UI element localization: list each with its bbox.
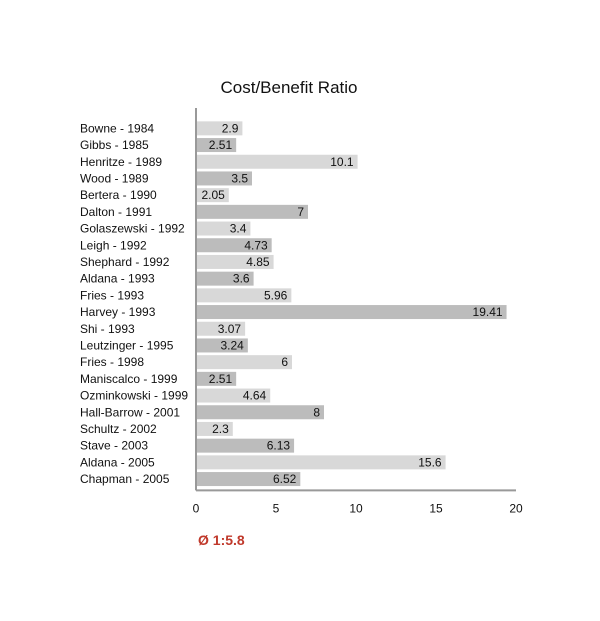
category-label: Leigh - 1992 <box>80 238 147 253</box>
x-tick-label: 0 <box>192 501 200 516</box>
value-label: 8 <box>313 405 320 420</box>
x-tick-labels <box>193 501 523 515</box>
category-label: Maniscalco - 1999 <box>80 371 178 386</box>
value-label: 3.4 <box>229 221 247 236</box>
bar <box>196 355 292 369</box>
category-label: Golaszewski - 1992 <box>80 221 185 236</box>
category-label: Dalton - 1991 <box>80 204 153 219</box>
value-label: 6.52 <box>272 472 297 487</box>
category-labels <box>80 121 188 486</box>
value-label: 3.07 <box>217 321 242 336</box>
x-tick-label: 15 <box>429 501 443 516</box>
x-tick-label: 20 <box>509 501 523 516</box>
value-label: 6.13 <box>266 438 291 453</box>
value-label: 3.5 <box>231 171 248 186</box>
value-label: 4.85 <box>246 254 270 269</box>
category-label: Ozminkowski - 1999 <box>80 388 189 403</box>
category-label: Fries - 1993 <box>80 288 145 303</box>
x-tick-label: 5 <box>272 501 280 516</box>
chart-title: Cost/Benefit Ratio <box>220 78 358 97</box>
category-label: Hall-Barrow - 2001 <box>80 405 181 420</box>
category-label: Aldana - 2005 <box>80 455 155 470</box>
bar <box>196 205 308 219</box>
value-label: 6 <box>281 355 288 370</box>
value-label: 4.73 <box>244 238 268 253</box>
bar <box>196 405 324 419</box>
bar <box>196 305 507 319</box>
value-label: 2.9 <box>221 121 239 136</box>
category-label: Schultz - 2002 <box>80 421 157 436</box>
category-label: Stave - 2003 <box>80 438 149 453</box>
value-label: 3.24 <box>220 338 244 353</box>
value-label: 2.51 <box>208 371 233 386</box>
value-label: 3.6 <box>232 271 250 286</box>
value-label: 5.96 <box>264 288 288 303</box>
category-label: Wood - 1989 <box>80 171 149 186</box>
category-label: Gibbs - 1985 <box>80 138 149 153</box>
value-label: 10.1 <box>330 154 354 169</box>
average-ratio-label: Ø 1:5.8 <box>198 532 245 548</box>
value-label: 2.51 <box>208 138 233 153</box>
value-label: 4.64 <box>242 388 267 403</box>
bar <box>196 455 446 469</box>
category-label: Shi - 1993 <box>80 321 135 336</box>
x-tick-label: 10 <box>349 501 363 516</box>
category-label: Chapman - 2005 <box>80 472 170 487</box>
value-labels <box>201 121 502 486</box>
category-label: Fries - 1998 <box>80 355 145 370</box>
value-label: 7 <box>297 204 304 219</box>
value-label: 2.05 <box>201 188 225 203</box>
value-label: 2.3 <box>212 421 229 436</box>
value-label: 19.41 <box>472 305 503 320</box>
category-label: Aldana - 1993 <box>80 271 155 286</box>
category-label: Bertera - 1990 <box>80 188 157 203</box>
category-label: Leutzinger - 1995 <box>80 338 174 353</box>
category-label: Henritze - 1989 <box>80 154 163 169</box>
category-label: Bowne - 1984 <box>80 121 155 136</box>
value-label: 15.6 <box>418 455 442 470</box>
category-label: Harvey - 1993 <box>80 305 156 320</box>
category-label: Shephard - 1992 <box>80 254 170 269</box>
